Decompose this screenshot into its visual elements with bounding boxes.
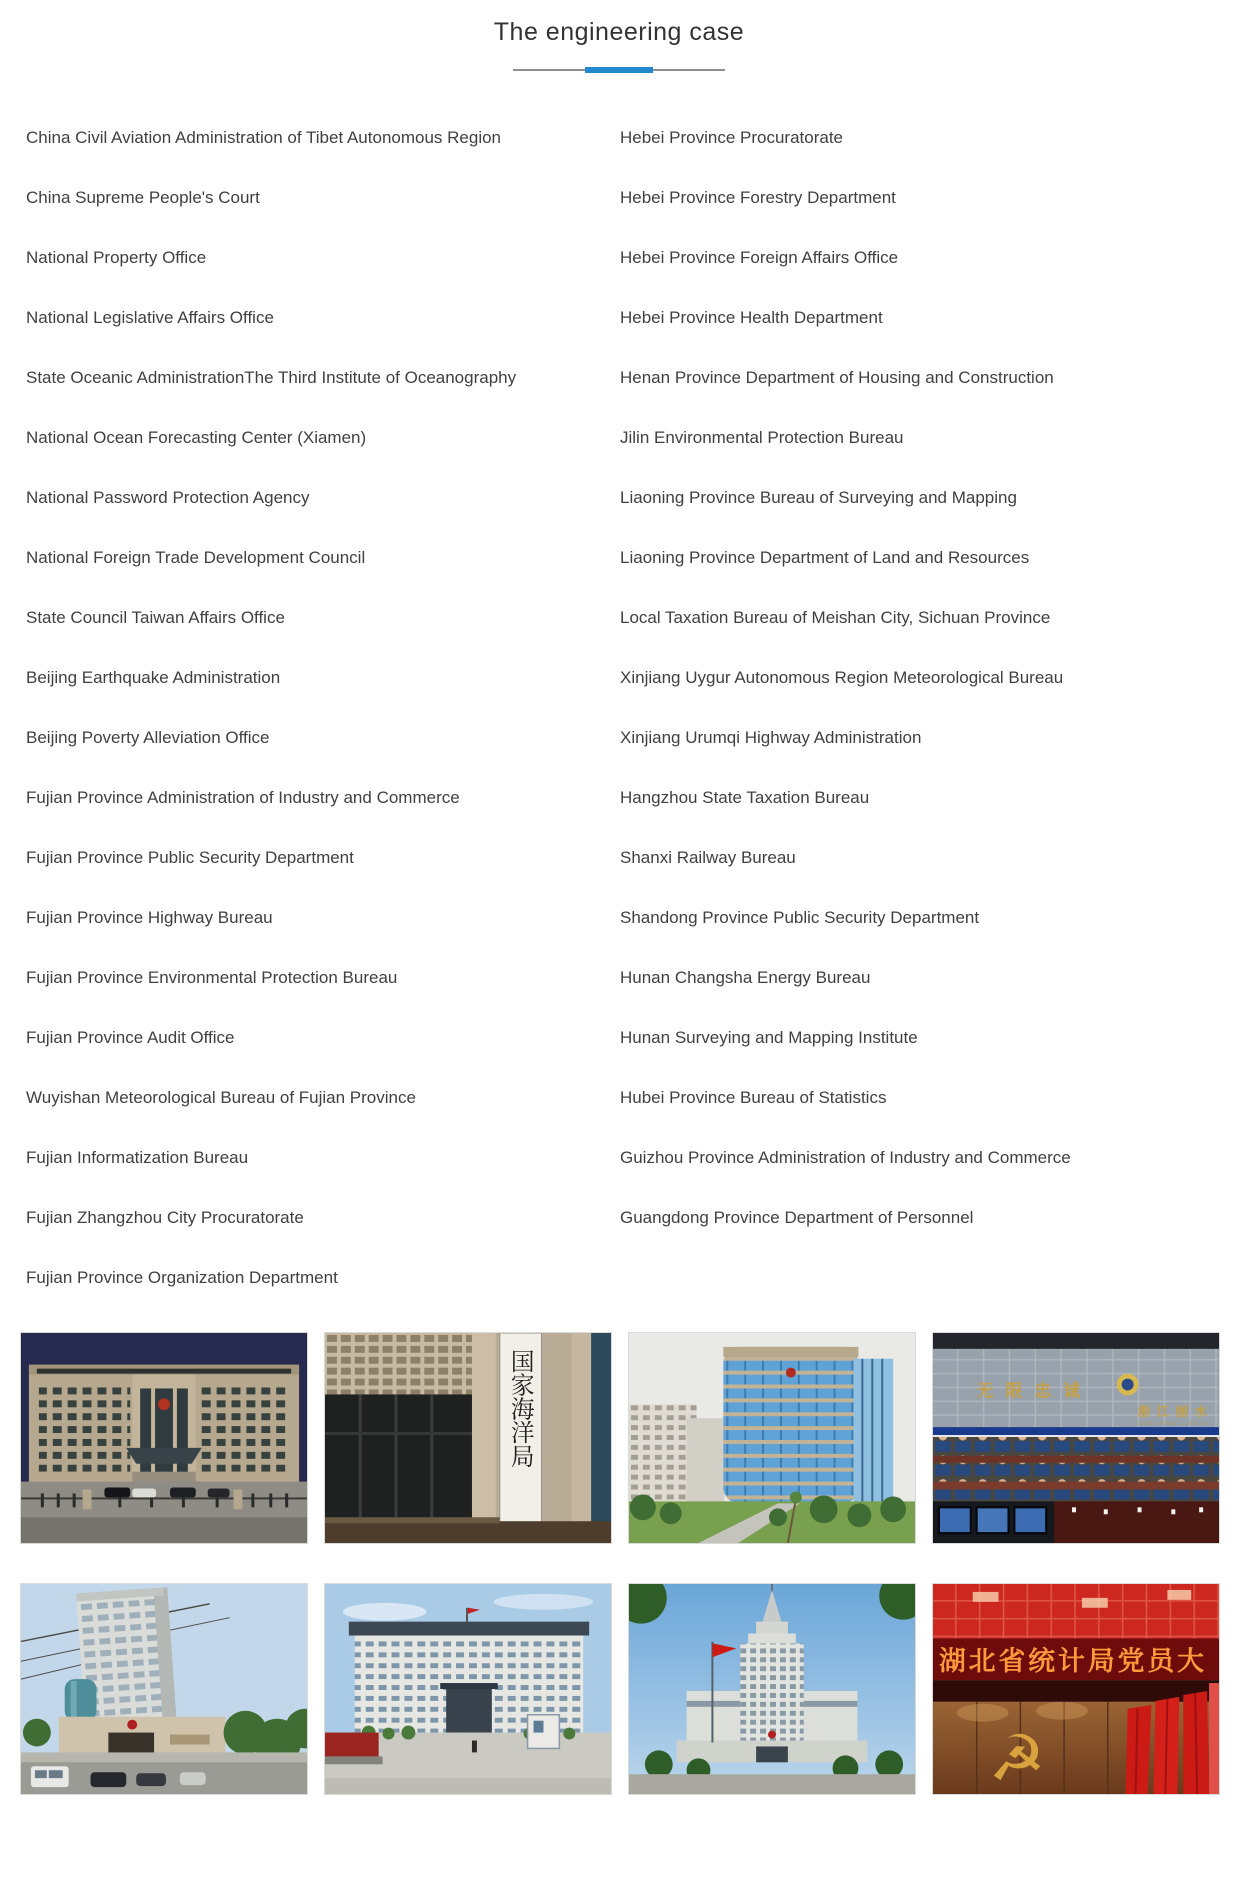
photo-police-conference-hall — [932, 1332, 1220, 1544]
case-list-item: National Legislative Affairs Office — [26, 308, 274, 327]
photo-blue-glass-office-tower — [628, 1332, 916, 1544]
case-list-item: National Foreign Trade Development Council — [26, 548, 366, 567]
case-list-item: Liaoning Province Department of Land and Resources — [620, 548, 1030, 567]
case-list-item: Hebei Province Health Department — [620, 308, 883, 327]
photo-ministry-building-dusk — [20, 1332, 308, 1544]
hammer-sickle-emblem: ☭ — [988, 1721, 1046, 1794]
photo-wide-government-office-building — [324, 1583, 612, 1795]
case-list-item: National Property Office — [26, 248, 207, 267]
case-list-item: Fujian Zhangzhou City Procuratorate — [26, 1208, 304, 1227]
blue-tower-illustration — [629, 1333, 915, 1543]
case-list-item: China Civil Aviation Administration of Tibet Autonomous Region — [26, 128, 502, 147]
case-list-right-column — [620, 108, 1220, 1248]
white-tower-illustration — [21, 1584, 307, 1794]
case-list-item: Hangzhou State Taxation Bureau — [620, 788, 870, 807]
wide-building-illustration — [325, 1584, 611, 1794]
case-list-item: Jilin Environmental Protection Bureau — [620, 428, 904, 447]
hall-region-subtext: ZHEJIANG LISHUI — [1137, 1421, 1210, 1428]
case-list-item: Fujian Informatization Bureau — [26, 1148, 249, 1167]
case-list-item: Guizhou Province Administration of Industry and Commerce — [620, 1148, 1071, 1167]
case-list-item: Hunan Surveying and Mapping Institute — [620, 1028, 918, 1047]
case-list-left-column — [26, 108, 586, 1308]
title-divider — [513, 69, 725, 71]
case-list-item: Fujian Province Organization Department — [26, 1268, 338, 1287]
oceanic-entrance-illustration — [325, 1333, 611, 1543]
case-list-item: State Council Taiwan Affairs Office — [26, 608, 285, 627]
title-divider-accent — [585, 67, 653, 73]
case-list-item: Fujian Province Audit Office — [26, 1028, 235, 1047]
photo-spire-tower-building — [628, 1583, 916, 1795]
led-banner-text: 湖北省统计局党员大 — [938, 1646, 1207, 1678]
hall-wall-slogan: 无限忠诚 — [976, 1380, 1092, 1401]
case-list-item: National Password Protection Agency — [26, 488, 310, 507]
case-list-item: Shanxi Railway Bureau — [620, 848, 796, 867]
case-list-item: Fujian Province Environmental Protection Bureau — [26, 968, 398, 987]
conference-hall-illustration — [933, 1333, 1219, 1543]
case-list-item: Hunan Changsha Energy Bureau — [620, 968, 871, 987]
case-list-item: Fujian Province Administration of Industry and Commerce — [26, 788, 460, 807]
page-title: The engineering case — [493, 18, 745, 46]
case-list-item: Fujian Province Highway Bureau — [26, 908, 273, 927]
case-list-item: Xinjiang Uygur Autonomous Region Meteorological Bureau — [620, 668, 1064, 687]
case-list-item: Hebei Province Foreign Affairs Office — [620, 248, 899, 267]
case-list-item: Liaoning Province Bureau of Surveying and Mapping — [620, 488, 1017, 507]
photo-party-meeting-hall — [932, 1583, 1220, 1795]
party-hall-illustration — [933, 1584, 1219, 1794]
case-list-item: State Oceanic AdministrationThe Third Institute of Oceanography — [26, 368, 517, 387]
case-list-item: Guangdong Province Department of Personnel — [620, 1208, 974, 1227]
case-list-item: National Ocean Forecasting Center (Xiamen) — [26, 428, 367, 447]
case-list-item: Fujian Province Public Security Department — [26, 848, 354, 867]
case-list-item: Hubei Province Bureau of Statistics — [620, 1088, 887, 1107]
case-list-item: Xinjiang Urumqi Highway Administration — [620, 728, 922, 747]
case-list-item: Wuyishan Meteorological Bureau of Fujian Province — [26, 1088, 416, 1107]
spire-tower-illustration — [629, 1584, 915, 1794]
case-list-item: Hebei Province Forestry Department — [620, 188, 896, 207]
ministry-building-dusk-illustration — [21, 1333, 307, 1543]
oceanic-sign-text: 国家海洋局 — [506, 1348, 535, 1468]
case-list-item: Beijing Poverty Alleviation Office — [26, 728, 270, 747]
case-list-item: Hebei Province Procuratorate — [620, 128, 844, 147]
case-list-item: Beijing Earthquake Administration — [26, 668, 281, 687]
hall-region-text: 浙江丽水 — [1137, 1405, 1213, 1421]
case-list-item: Local Taxation Bureau of Meishan City, Sichuan Province — [620, 608, 1051, 627]
case-list-item: Shandong Province Public Security Department — [620, 908, 980, 927]
case-photo-gallery — [20, 1332, 1220, 1795]
case-list-item: China Supreme People's Court — [26, 188, 260, 207]
photo-state-oceanic-administration-entrance — [324, 1332, 612, 1544]
photo-white-tower-street-view — [20, 1583, 308, 1795]
case-list-item: Henan Province Department of Housing and Construction — [620, 368, 1054, 387]
